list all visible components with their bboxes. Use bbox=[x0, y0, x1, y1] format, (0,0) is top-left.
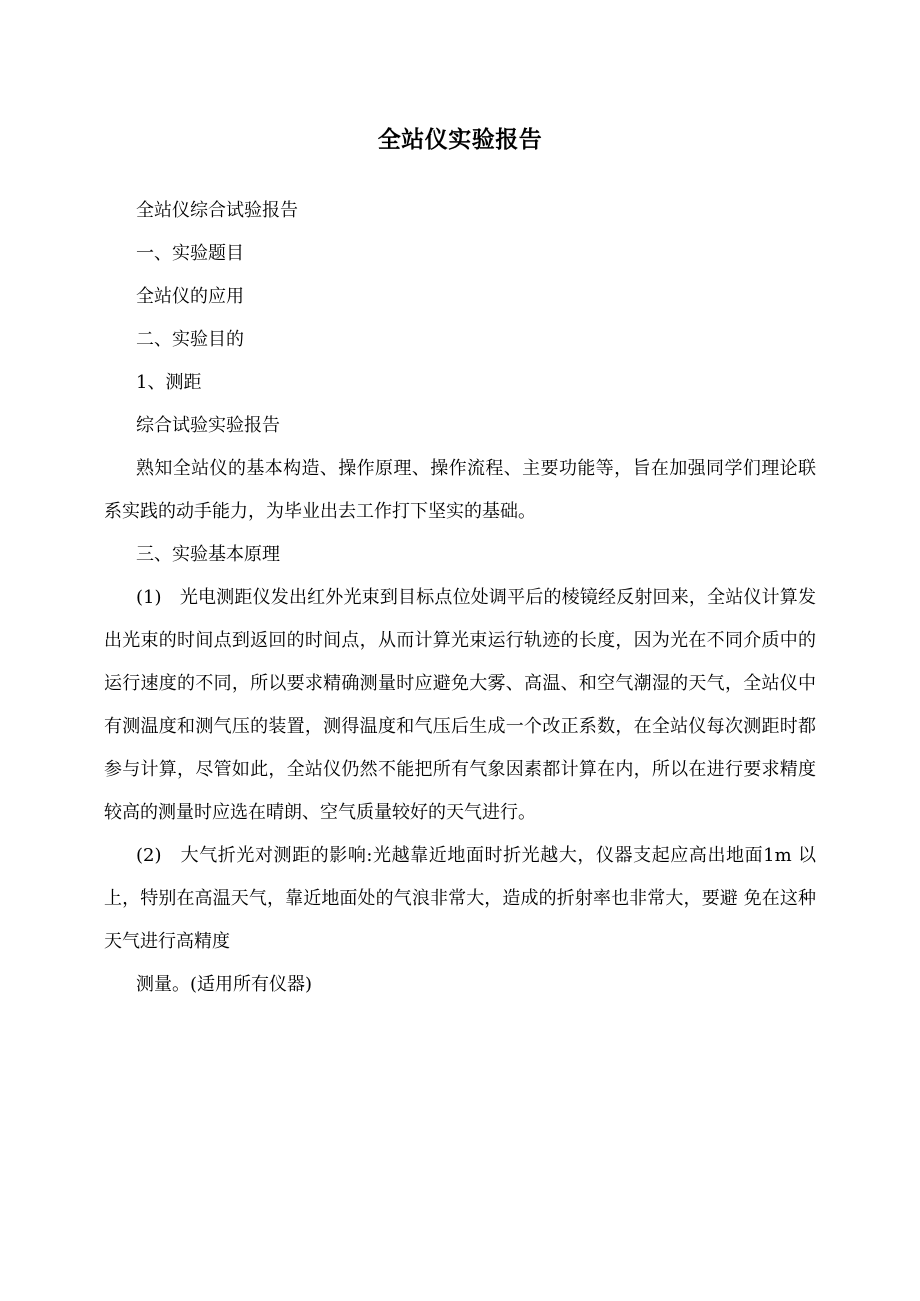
paragraph-principle-2: (2) 大气折光对测距的影响:光越靠近地面时折光越大，仪器支起应高出地面1m 以上，特别在高温天气，靠近地面处的气浪非常大，造成的折射率也非常大，要避 免在这种天气进行高精度 bbox=[104, 845, 816, 952]
heading-basic-principle: 三、实验基本原理 bbox=[136, 544, 280, 565]
paragraph-measurement-note: 测量。(适用所有仪器) bbox=[136, 974, 313, 995]
paragraph-report-subtitle: 综合试验实验报告 bbox=[136, 415, 280, 436]
paragraph-report-name: 全站仪综合试验报告 bbox=[136, 200, 298, 221]
paragraph-ranging: 1、测距 bbox=[136, 372, 202, 393]
heading-experiment-purpose: 二、实验目的 bbox=[136, 329, 244, 350]
heading-experiment-topic: 一、实验题目 bbox=[136, 243, 244, 264]
paragraph-topic: 全站仪的应用 bbox=[136, 286, 244, 307]
paragraph-principle-1: (1) 光电测距仪发出红外光束到目标点位处调平后的棱镜经反射回来，全站仪计算发出光束的时间点到返回的时间点，从而计算光束运行轨迹的长度，因为光在不同介质中的运行速度的不同，所以要求精确测量时应避免大雾、高温、和空气潮湿的天气，全站仪中有测温度和测气压的装置，测得温度和气压后生成一个改正系数，在全站仪每次测距时都参与计算，尽管如此，全站仪仍然不能把所有气象因素都计算在内，所以在进行要求精度较高的测量时应选在晴朗、空气质量较好的天气进行。 bbox=[104, 587, 816, 823]
document-title: 全站仪实验报告 bbox=[377, 126, 543, 153]
paragraph-purpose-text: 熟知全站仪的基本构造、操作原理、操作流程、主要功能等，旨在加强同学们理论联系实践的动手能力，为毕业出去工作打下坚实的基础。 bbox=[104, 458, 816, 522]
document-body bbox=[104, 189, 816, 1006]
